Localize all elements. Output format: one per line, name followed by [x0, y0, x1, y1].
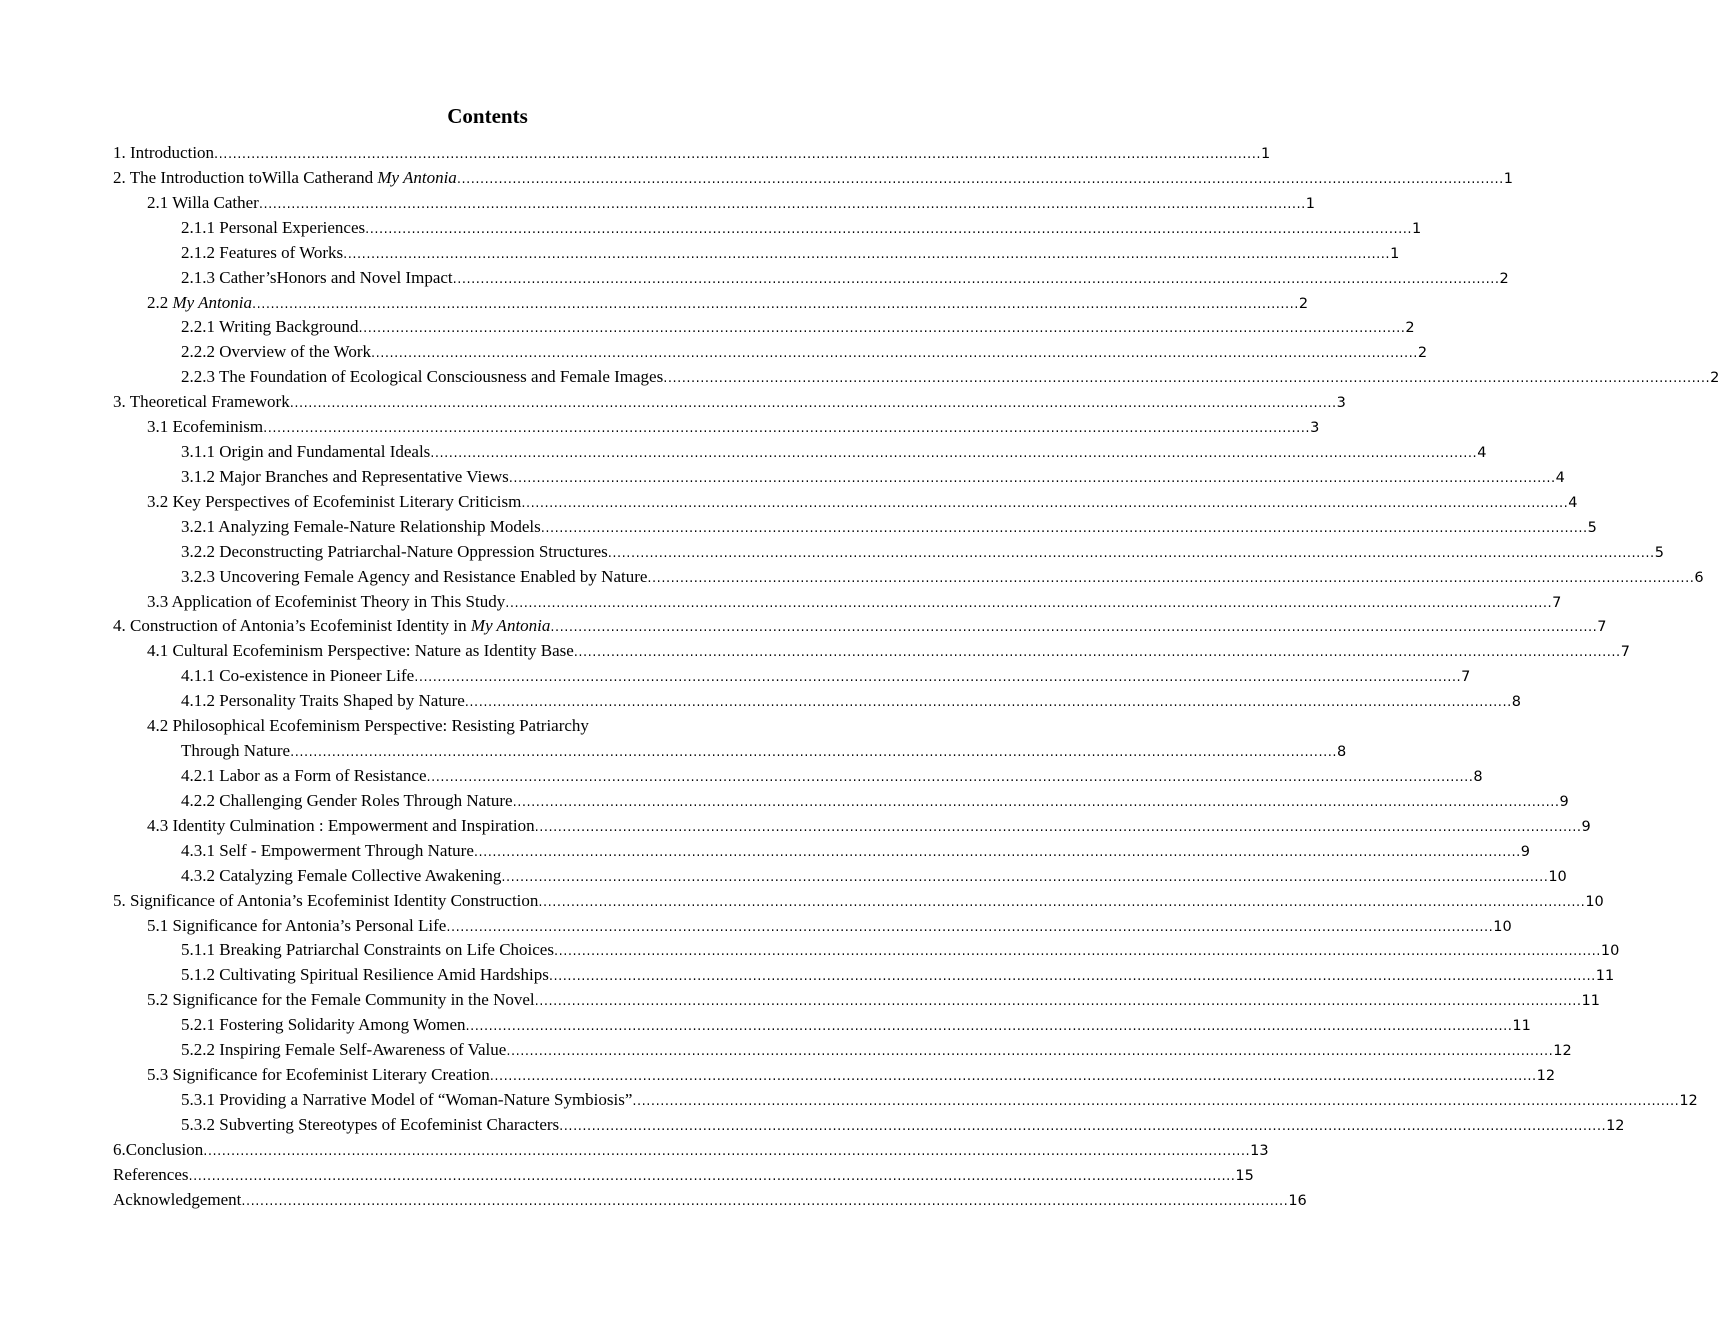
- toc-entry-title: 1. Introduction: [113, 143, 215, 162]
- toc-entry: [181, 465, 1565, 489]
- dot-leader: ..................................................................................................................................................................................................................................: [464, 695, 1512, 710]
- toc-entry: [181, 565, 1704, 589]
- toc-entry-title: 5.3.1 Providing a Narrative Model of “Woman-Nature Symbiosis”: [181, 1090, 633, 1109]
- toc-entry: [147, 1063, 1556, 1087]
- dot-leader: ..................................................................................................................................................................................................................................: [505, 596, 1553, 611]
- toc-entry-title: 5.1.1 Breaking Patriarchal Constraints on Life Choices: [181, 940, 554, 959]
- dot-leader: ..................................................................................................................................................................................................................................: [550, 620, 1598, 635]
- toc-entry-title: 5.1 Significance for Antonia’s Personal Life: [147, 916, 447, 935]
- toc-entry: [113, 390, 1346, 414]
- toc-page-number: 3: [1336, 395, 1346, 411]
- toc-entry-title: 3.1 Ecofeminism: [147, 417, 264, 436]
- toc-page-number: 7: [1597, 619, 1607, 635]
- dot-leader: ..................................................................................................................................................................................................................................: [534, 820, 1582, 835]
- toc-entry: [181, 963, 1615, 987]
- toc-entry-title: 2.2.3 The Foundation of Ecological Consciousness and Female Images: [181, 367, 664, 386]
- toc-entry: [181, 266, 1509, 290]
- toc-entry-title: 2.1 Willa Cather: [147, 193, 259, 212]
- toc-page-number: 7: [1461, 669, 1471, 685]
- toc-entry: [181, 315, 1415, 339]
- toc-page-number: 16: [1288, 1193, 1307, 1209]
- toc-entry: [181, 938, 1620, 962]
- toc-entry: [181, 1088, 1698, 1112]
- toc-page-number: 1: [1305, 196, 1315, 212]
- toc-entry-title: 4.3.1 Self - Empowerment Through Nature: [181, 841, 474, 860]
- toc-entry: [113, 166, 1513, 190]
- toc-page-number: 13: [1250, 1143, 1269, 1159]
- toc-entry-title: 6.Conclusion: [113, 1140, 204, 1159]
- toc-entry: [181, 864, 1567, 888]
- toc-entry: [181, 340, 1428, 364]
- dot-leader: ..................................................................................................................................................................................................................................: [521, 496, 1569, 511]
- dot-leader: ..................................................................................................................................................................................................................................: [573, 645, 1621, 660]
- toc-entry: [147, 291, 1309, 315]
- toc-entry: [181, 1013, 1531, 1037]
- dot-leader: ..................................................................................................................................................................................................................................: [365, 222, 1413, 237]
- toc-entry: [147, 814, 1591, 838]
- toc-page-number: 10: [1493, 919, 1512, 935]
- toc-entry-title: 4. Construction of Antonia’s Ecofeminist Identity in My Antonia: [113, 616, 551, 635]
- toc-entry-title: Acknowledgement: [113, 1190, 242, 1209]
- toc-page-number: 2: [1710, 370, 1719, 386]
- dot-leader: ..................................................................................................................................................................................................................................: [548, 969, 1596, 984]
- toc-entry-italic-title: My Antonia: [377, 168, 457, 187]
- toc-entry: [181, 664, 1471, 688]
- toc-entry-title: 4.1 Cultural Ecofeminism Perspective: Nature as Identity Base: [147, 641, 574, 660]
- toc-entry: [113, 1138, 1269, 1162]
- dot-leader: ..................................................................................................................................................................................................................................: [489, 1069, 1537, 1084]
- toc-entry: [181, 764, 1483, 788]
- toc-page-number: 9: [1559, 794, 1569, 810]
- dot-leader: ..................................................................................................................................................................................................................................: [214, 147, 1261, 162]
- dot-leader: ..................................................................................................................................................................................................................................: [559, 1119, 1607, 1134]
- toc-entry-title: 5.2.1 Fostering Solidarity Among Women: [181, 1015, 466, 1034]
- dot-leader: ..................................................................................................................................................................................................................................: [632, 1094, 1680, 1109]
- toc-page-number: 9: [1581, 819, 1591, 835]
- toc-entry: [147, 639, 1630, 663]
- toc-page-number: 10: [1548, 869, 1567, 885]
- dot-leader: ..................................................................................................................................................................................................................................: [663, 371, 1711, 386]
- toc-entry-title: Through Nature: [181, 741, 291, 760]
- page-title: Contents: [447, 104, 528, 128]
- dot-leader: ..................................................................................................................................................................................................................................: [414, 670, 1462, 685]
- dot-leader: ..................................................................................................................................................................................................................................: [289, 396, 1337, 411]
- toc-page-number: 1: [1503, 171, 1513, 187]
- toc-entry: [147, 490, 1578, 514]
- toc-entry-title: 2.1.2 Features of Works: [181, 243, 344, 262]
- dot-leader: ..................................................................................................................................................................................................................................: [203, 1144, 1251, 1159]
- toc-page-number: 5: [1587, 520, 1597, 536]
- toc-page-number: 2: [1499, 271, 1509, 287]
- toc-entry: [113, 141, 1271, 165]
- dot-leader: ..................................................................................................................................................................................................................................: [647, 571, 1695, 586]
- toc-entry-title: 3.2 Key Perspectives of Ecofeminist Literary Criticism: [147, 492, 522, 511]
- dot-leader: ..................................................................................................................................................................................................................................: [188, 1169, 1236, 1184]
- toc-page-number: 8: [1511, 694, 1521, 710]
- toc-entry-title: References: [113, 1165, 189, 1184]
- toc-page-number: 15: [1235, 1168, 1254, 1184]
- toc-page-number: 2: [1417, 345, 1428, 361]
- toc-page-number: 2: [1298, 296, 1309, 312]
- toc-entry: [181, 1113, 1625, 1137]
- toc-page-number: 4: [1477, 445, 1487, 461]
- toc-entry: [147, 988, 1600, 1012]
- dot-leader: ..................................................................................................................................................................................................................................: [607, 546, 1655, 561]
- toc-entry-title: 4.3.2 Catalyzing Female Collective Awakening: [181, 866, 502, 885]
- dot-leader: ..................................................................................................................................................................................................................................: [290, 745, 1337, 760]
- toc-entry: [181, 440, 1487, 464]
- dot-leader: ..................................................................................................................................................................................................................................: [538, 895, 1586, 910]
- toc-entry: [147, 191, 1315, 215]
- toc-entry-title: 3.1.1 Origin and Fundamental Ideals: [181, 442, 431, 461]
- dot-leader: ..................................................................................................................................................................................................................................: [371, 346, 1418, 361]
- toc-entry-italic-title: My Antonia: [470, 616, 551, 635]
- toc-page-number: 12: [1679, 1093, 1698, 1109]
- toc-page-number: 9: [1520, 844, 1531, 860]
- dot-leader: ..................................................................................................................................................................................................................................: [263, 421, 1311, 436]
- toc-entry-title: 5.3 Significance for Ecofeminist Literary Creation: [147, 1065, 490, 1084]
- toc-entry-title: 5.2 Significance for the Female Community in the Novel: [147, 990, 535, 1009]
- toc-page-number: 11: [1581, 993, 1600, 1009]
- toc-entry-title: 5. Significance of Antonia’s Ecofeminist Identity Construction: [113, 891, 539, 910]
- toc-page-number: 1: [1412, 221, 1422, 237]
- dot-leader: ..................................................................................................................................................................................................................................: [343, 247, 1391, 262]
- dot-leader: ..................................................................................................................................................................................................................................: [430, 446, 1478, 461]
- toc-entry-title: 5.1.2 Cultivating Spiritual Resilience Amid Hardships: [181, 965, 549, 984]
- toc-entry-title: 4.2.2 Challenging Gender Roles Through Nature: [181, 791, 513, 810]
- toc-page-number: 4: [1568, 495, 1578, 511]
- toc-page-number: 1: [1260, 146, 1271, 162]
- toc-entry-title: 4.2.1 Labor as a Form of Resistance: [181, 766, 427, 785]
- toc-entry-title: 3.3 Application of Ecofeminist Theory in This Study: [147, 592, 506, 611]
- dot-leader: ..................................................................................................................................................................................................................................: [473, 845, 1521, 860]
- dot-leader: ..................................................................................................................................................................................................................................: [456, 172, 1504, 187]
- toc-entry-italic-title: My Antonia: [172, 293, 252, 312]
- toc-page-number: 2: [1405, 320, 1415, 336]
- toc-page-number: 12: [1606, 1118, 1625, 1134]
- toc-entry-title: 3. Theoretical Framework: [113, 392, 290, 411]
- toc-page-number: 11: [1595, 968, 1615, 984]
- toc-page-number: 4: [1555, 470, 1565, 486]
- toc-page-number: 11: [1512, 1018, 1531, 1034]
- toc-page-number: 10: [1585, 894, 1604, 910]
- toc-entry-title: 2.2.1 Writing Background: [181, 317, 359, 336]
- toc-entry-title: 2.2.2 Overview of the Work: [181, 342, 371, 361]
- dot-leader: ..................................................................................................................................................................................................................................: [512, 795, 1560, 810]
- dot-leader: ..................................................................................................................................................................................................................................: [251, 297, 1299, 312]
- toc-entry-title: 4.3 Identity Culmination : Empowerment and Inspiration: [147, 816, 535, 835]
- toc-page-number: 10: [1600, 943, 1620, 959]
- toc-entry: [181, 365, 1719, 389]
- toc-entry: [181, 515, 1597, 539]
- toc-page-number: 7: [1552, 595, 1562, 611]
- toc-page-number: 7: [1620, 644, 1630, 660]
- toc-entry-title: 2.2 My Antonia: [147, 293, 252, 312]
- dot-leader: ..................................................................................................................................................................................................................................: [540, 521, 1588, 536]
- toc-page-number: 5: [1654, 545, 1664, 561]
- toc-page-number: 12: [1536, 1068, 1556, 1084]
- toc-entry-title: 4.1.2 Personality Traits Shaped by Nature: [181, 691, 465, 710]
- toc-entry-title: 2. The Introduction toWilla Catherand My Antonia: [113, 168, 457, 187]
- dot-leader: ..................................................................................................................................................................................................................................: [553, 944, 1601, 959]
- toc-entry-title: 2.1.1 Personal Experiences: [181, 218, 366, 237]
- dot-leader: ..................................................................................................................................................................................................................................: [426, 770, 1474, 785]
- toc-page-number: 6: [1694, 570, 1704, 586]
- toc-entry: [181, 739, 1347, 763]
- toc-page-number: 8: [1473, 769, 1483, 785]
- toc-entry-title: 5.2.2 Inspiring Female Self-Awareness of Value: [181, 1040, 507, 1059]
- dot-leader: ..................................................................................................................................................................................................................................: [452, 272, 1500, 287]
- toc-entry: [113, 1163, 1254, 1187]
- toc-entry: [147, 714, 589, 738]
- toc-entry: [181, 540, 1664, 564]
- toc-entry: [181, 839, 1531, 863]
- toc-entry-title: 2.1.3 Cather’sHonors and Novel Impact: [181, 268, 453, 287]
- toc-entry: [181, 1038, 1572, 1062]
- toc-entry-title: 3.2.2 Deconstructing Patriarchal-Nature Oppression Structures: [181, 542, 608, 561]
- dot-leader: ..................................................................................................................................................................................................................................: [358, 321, 1406, 336]
- toc-entry: [147, 590, 1562, 614]
- toc-entry-title: 5.3.2 Subverting Stereotypes of Ecofeminist Characters: [181, 1115, 560, 1134]
- dot-leader: ..................................................................................................................................................................................................................................: [258, 197, 1306, 212]
- toc-entry: [181, 241, 1400, 265]
- toc-page-number: 12: [1553, 1043, 1572, 1059]
- dot-leader: ..................................................................................................................................................................................................................................: [465, 1019, 1513, 1034]
- toc-entry: [181, 689, 1521, 713]
- toc-page-number: 3: [1310, 420, 1320, 436]
- toc-entry-title: 3.1.2 Major Branches and Representative Views: [181, 467, 509, 486]
- toc-entry-title: 4.1.1 Co-existence in Pioneer Life: [181, 666, 415, 685]
- toc-entry: [181, 216, 1422, 240]
- toc-page-number: 8: [1336, 744, 1347, 760]
- dot-leader: ..................................................................................................................................................................................................................................: [534, 994, 1582, 1009]
- toc-entry-title: 3.2.3 Uncovering Female Agency and Resistance Enabled by Nature: [181, 567, 648, 586]
- dot-leader: ..................................................................................................................................................................................................................................: [508, 471, 1556, 486]
- toc-entry-title: 4.2 Philosophical Ecofeminism Perspective: Resisting Patriarchy: [147, 716, 589, 735]
- dot-leader: ..................................................................................................................................................................................................................................: [241, 1194, 1289, 1209]
- dot-leader: ..................................................................................................................................................................................................................................: [501, 870, 1549, 885]
- toc-page-number: 1: [1390, 246, 1400, 262]
- toc-entry-title: 3.2.1 Analyzing Female-Nature Relationship Models: [181, 517, 541, 536]
- toc-entry: [113, 889, 1604, 913]
- toc-entry: [181, 789, 1569, 813]
- toc-entry: [113, 1188, 1307, 1212]
- dot-leader: ..................................................................................................................................................................................................................................: [506, 1044, 1554, 1059]
- toc-entry: [113, 614, 1607, 638]
- toc-entry: [147, 914, 1512, 938]
- toc-entry: [147, 415, 1320, 439]
- dot-leader: ..................................................................................................................................................................................................................................: [446, 920, 1494, 935]
